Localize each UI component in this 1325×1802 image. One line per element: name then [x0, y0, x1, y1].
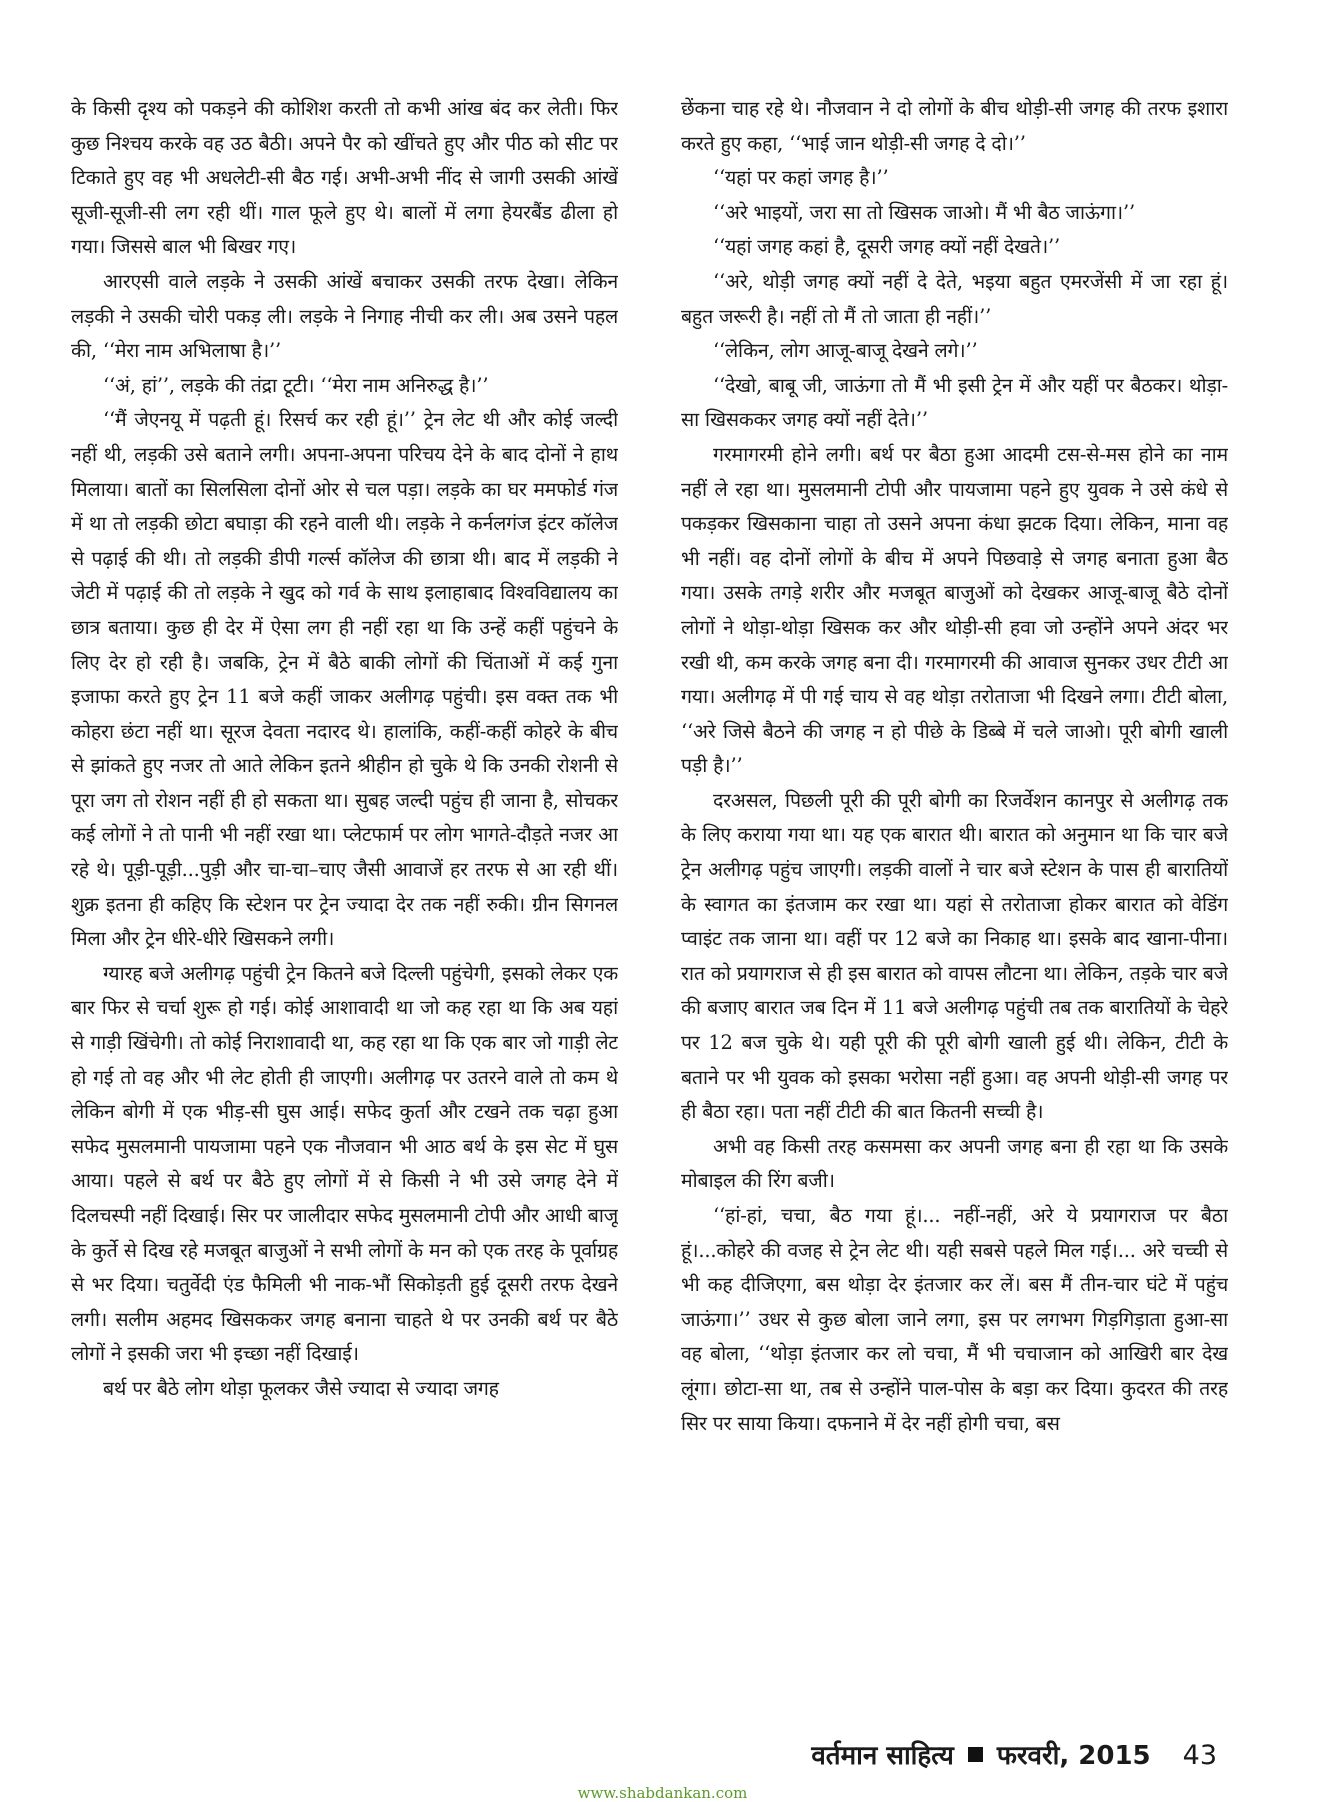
- page-footer: [811, 1736, 1217, 1772]
- separator-square-icon: [968, 1747, 983, 1762]
- paragraph: ‘‘यहां पर कहां जगह है।’’: [713, 166, 889, 190]
- paragraph: अभी वह किसी तरह कसमसा कर अपनी जगह बना ही रहा था कि उसके मोबाइल की रिंग बजी।: [681, 1134, 1228, 1193]
- page-number: 43: [1182, 1740, 1217, 1771]
- paragraph: बर्थ पर बैठे लोग थोड़ा फूलकर जैसे ज्यादा से ज्यादा जगह: [103, 1376, 499, 1400]
- paragraph: दरअसल, पिछली पूरी की पूरी बोगी का रिजर्वेशन कानपुर से अलीगढ़ तक के लिए कराया गया था। यह एक बारात थी। बारात को अनुमान था कि चार बजे ट्रेन अलीगढ़ पहुंच जाएगी। लड़की वालों ने चार बजे स्टेशन के पास ही बारातियों के स्वागत का इंतजाम कर रखा था। यहां से तरोताजा होकर बारात को वेडिंग प्वाइंट तक जाना था। वहीं पर 12 बजे का निकाह था। इसके बाद खाना-पीना। रात को प्रयागराज से ही इस बारात को वापस लौटना था। लेकिन, तड़के चार बजे की बजाए बारात जब दिन में 11 बजे अलीगढ़ पहुंची तब तक बारातियों के चेहरे पर 12 बज चुके थे। यही पूरी की पूरी बोगी खाली हुई थी। लेकिन, टीटी के बताने पर भी युवक को इसका भरोसा नहीं हुआ। वह अपनी थोड़ी-सी जगह पर ही बैठा रहा। पता नहीं टीटी की बात कितनी सच्ची है।: [681, 788, 1228, 1124]
- paragraph: ‘‘देखो, बाबू जी, जाऊंगा तो मैं भी इसी ट्रेन में और यहीं पर बैठकर। थोड़ा-सा खिसककर जगह क्यों नहीं देते।’’: [681, 373, 1228, 432]
- paragraph: ‘‘मैं जेएनयू में पढ़ती हूं। रिसर्च कर रही हूं।’’ ट्रेन लेट थी और कोई जल्दी नहीं थी, लड़की उसे बताने लगी। अपना-अपना परिचय देने के बाद दोनों ने हाथ मिलाया। बातों का सिलसिला दोनों ओर से चल पड़ा। लड़के का घर ममफोर्ड गंज में था तो लड़की छोटा बघाड़ा की रहने वाली थी। लड़के ने कर्नलगंज इंटर कॉलेज से पढ़ाई की थी। तो लड़की डीपी गर्ल्स कॉलेज की छात्रा थी। बाद में लड़की ने जेटी में पढ़ाई की तो लड़के ने खुद को गर्व के साथ इलाहाबाद विश्वविद्यालय का छात्र बताया। कुछ ही देर में ऐसा लग ही नहीं रहा था कि उन्हें कहीं पहुंचने के लिए देर हो रही है। जबकि, ट्रेन में बैठे बाकी लोगों की चिंताओं में कई गुना इजाफा करते हुए ट्रेन 11 बजे कहीं जाकर अलीगढ़ पहुंची। इस वक्त तक भी कोहरा छंटा नहीं था। सूरज देवता नदारद थे। हालांकि, कहीं-कहीं कोहरे के बीच से झांकते हुए नजर तो आते लेकिन इतने श्रीहीन हो चुके थे कि उनकी रोशनी से पूरा जग तो रोशन नहीं ही हो सकता था। सुबह जल्दी पहुंच ही जाना है, सोचकर कई लोगों ने तो पानी भी नहीं रखा था। प्लेटफार्म पर लोग भागते-दौड़ते नजर आ रहे थे। पूड़ी-पूड़ी...पुड़ी और चा-चा–चाए जैसी आवाजें हर तरफ से आ रही थीं। शुक्र इतना ही कहिए कि स्टेशन पर ट्रेन ज्यादा देर तक नहीं रुकी। ग्रीन सिगनल मिला और ट्रेन धीरे-धीरे खिसकने लगी।: [71, 408, 618, 951]
- paragraph: ग्यारह बजे अलीगढ़ पहुंची ट्रेन कितने बजे दिल्ली पहुंचेगी, इसको लेकर एक बार फिर से चर्चा शुरू हो गई। कोई आशावादी था जो कह रहा था कि अब यहां से गाड़ी खिंचेगी। तो कोई निराशावादी था, कह रहा था कि एक बार जो गाड़ी लेट हो गई तो वह और भी लेट होती ही जाएगी। अलीगढ़ पर उतरने वाले तो कम थे लेकिन बोगी में एक भीड़-सी घुस आई। सफेद कुर्ता और टखने तक चढ़ा हुआ सफेद मुसलमानी पायजामा पहने एक नौजवान भी आठ बर्थ के इस सेट में घुस आया। पहले से बर्थ पर बैठे हुए लोगों में से किसी ने भी उसे जगह देने में दिलचस्पी नहीं दिखाई। सिर पर जालीदार सफेद मुसलमानी टोपी और आधी बाजू के कुर्ते से दिख रहे मजबूत बाजुओं ने सभी लोगों के मन को एक तरह के पूर्वाग्रह से भर दिया। चतुर्वेदी एंड फैमिली भी नाक-भौं सिकोड़ती हुई दूसरी तरफ देखने लगी। सलीम अहमद खिसककर जगह बनाना चाहते थे पर उनकी बर्थ पर बैठे लोगों ने इसकी जरा भी इच्छा नहीं दिखाई।: [71, 961, 618, 1366]
- paragraph: ‘‘अरे भाइयों, जरा सा तो खिसक जाओ। मैं भी बैठ जाऊंगा।’’: [713, 200, 1135, 224]
- paragraph: ‘‘लेकिन, लोग आजू-बाजू देखने लगे।’’: [713, 339, 978, 363]
- magazine-title: वर्तमान साहित्य: [811, 1741, 954, 1771]
- issue-date: फरवरी, 2015: [996, 1741, 1151, 1771]
- watermark-url[interactable]: www.shabdankan.com: [577, 1784, 748, 1802]
- paragraph: गरमागरमी होने लगी। बर्थ पर बैठा हुआ आदमी टस-से-मस होने का नाम नहीं ले रहा था। मुसलमानी टोपी और पायजामा पहने हुए युवक ने उसे कंधे से पकड़कर खिसकाना चाहा तो उसने अपना कंधा झटक दिया। लेकिन, माना वह भी नहीं। वह दोनों लोगों के बीच में अपने पिछवाड़े से जगह बनाता हुआ बैठ गया। उसके तगड़े शरीर और मजबूत बाजुओं को देखकर आजू-बाजू बैठे दोनों लोगों ने थोड़ा-थोड़ा खिसक कर और थोड़ी-सी हवा जो उन्होंने अपने अंदर भर रखी थी, कम करके जगह बना दी। गरमागरमी की आवाज सुनकर उधर टीटी आ गया। अलीगढ़ में पी गई चाय से वह थोड़ा तरोताजा भी दिखने लगा। टीटी बोला, ‘‘अरे जिसे बैठने की जगह न हो पीछे के डिब्बे में चले जाओ। पूरी बोगी खाली पड़ी है।’’: [681, 442, 1228, 778]
- paragraph: ‘‘यहां जगह कहां है, दूसरी जगह क्यों नहीं देखते।’’: [713, 235, 1061, 259]
- paragraph: के किसी दृश्य को पकड़ने की कोशिश करती तो कभी आंख बंद कर लेती। फिर कुछ निश्चय करके वह उठ बैठी। अपने पैर को खींचते हुए और पीठ को सीट पर टिकाते हुए वह भी अधलेटी-सी बैठ गई। अभी-अभी नींद से जागी उसकी आंखें सूजी-सूजी-सी लग रही थीं। गाल फूले हुए थे। बालों में लगा हेयरबैंड ढीला हो गया। जिससे बाल भी बिखर गए।: [71, 97, 618, 259]
- paragraph: छेंकना चाह रहे थे। नौजवान ने दो लोगों के बीच थोड़ी-सी जगह की तरफ इशारा करते हुए कहा, ‘‘भाई जान थोड़ी-सी जगह दे दो।’’: [681, 97, 1228, 155]
- left-text-column: [71, 92, 618, 1702]
- paragraph: ‘‘हां-हां, चचा, बैठ गया हूं।... नहीं-नहीं, अरे ये प्रयागराज पर बैठा हूं।...कोहरे की वजह से ट्रेन लेट थी। यही सबसे पहले मिल गई।... अरे चच्ची से भी कह दीजिएगा, बस थोड़ा देर इंतजार कर लें। बस मैं तीन-चार घंटे में पहुंच जाऊंगा।’’ उधर से कुछ बोला जाने लगा, इस पर लगभग गिड़गिड़ाता हुआ-सा वह बोला, ‘‘थोड़ा इंतजार कर लो चचा, मैं भी चचाजान को आखिरी बार देख लूंगा। छोटा-सा था, तब से उन्होंने पाल-पोस के बड़ा कर दिया। कुदरत की तरह सिर पर साया किया। दफनाने में देर नहीं होगी चचा, बस: [681, 1204, 1228, 1435]
- paragraph: ‘‘अं, हां’’, लड़के की तंद्रा टूटी। ‘‘मेरा नाम अनिरुद्ध है।’’: [103, 373, 489, 397]
- paragraph: ‘‘अरे, थोड़ी जगह क्यों नहीं दे देते, भइया बहुत एमरजेंसी में जा रहा हूं। बहुत जरूरी है। नहीं तो मैं तो जाता ही नहीं।’’: [681, 269, 1228, 328]
- paragraph: आरएसी वाले लड़के ने उसकी आंखें बचाकर उसकी तरफ देखा। लेकिन लड़की ने उसकी चोरी पकड़ ली। लड़के ने निगाह नीची कर ली। अब उसने पहल की, ‘‘मेरा नाम अभिलाषा है।’’: [71, 269, 618, 363]
- right-text-column: [681, 92, 1228, 1702]
